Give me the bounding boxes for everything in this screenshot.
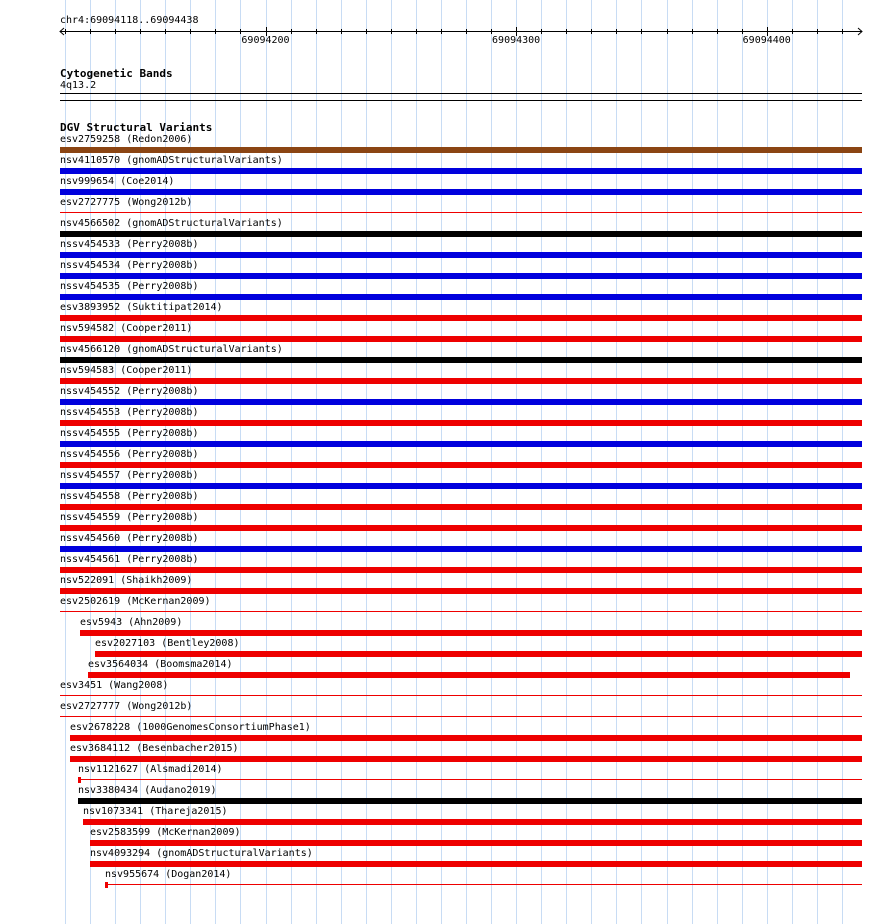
dgv-feature-bar[interactable] (60, 504, 862, 510)
dgv-feature-label[interactable]: nsv1073341 (Thareja2015) (83, 806, 228, 817)
dgv-feature-label[interactable]: nssv454553 (Perry2008b) (60, 407, 199, 418)
dgv-feature-bar[interactable] (105, 884, 862, 885)
dgv-feature-label[interactable]: nssv454557 (Perry2008b) (60, 470, 199, 481)
dgv-feature-label[interactable]: esv3893952 (Suktitipat2014) (60, 302, 223, 313)
dgv-feature-block[interactable] (105, 882, 108, 888)
dgv-feature-label[interactable]: esv3451 (Wang2008) (60, 680, 169, 691)
cytoband-top-line (60, 93, 862, 94)
dgv-feature-label[interactable]: nssv454556 (Perry2008b) (60, 449, 199, 460)
dgv-feature-bar[interactable] (60, 441, 862, 447)
dgv-feature-bar[interactable] (60, 399, 862, 405)
dgv-feature-bar[interactable] (60, 420, 862, 426)
dgv-feature-label[interactable]: nssv454552 (Perry2008b) (60, 386, 199, 397)
dgv-feature-label[interactable]: nsv4566120 (gnomADStructuralVariants) (60, 344, 283, 355)
dgv-feature-bar[interactable] (95, 651, 862, 657)
ruler-tick-label: 69094400 (742, 35, 791, 46)
dgv-feature-bar[interactable] (70, 735, 862, 741)
dgv-feature-bar[interactable] (60, 168, 862, 174)
dgv-feature-label[interactable]: nssv454535 (Perry2008b) (60, 281, 199, 292)
dgv-feature-bar[interactable] (60, 716, 862, 717)
dgv-feature-bar[interactable] (60, 315, 862, 321)
dgv-feature-bar[interactable] (60, 695, 862, 696)
dgv-feature-label[interactable]: nssv454561 (Perry2008b) (60, 554, 199, 565)
dgv-feature-label[interactable]: esv5943 (Ahn2009) (80, 617, 183, 628)
dgv-feature-label[interactable]: nsv3380434 (Audano2019) (78, 785, 217, 796)
dgv-feature-label[interactable]: nsv1121627 (Alsmadi2014) (78, 764, 223, 775)
cytoband-name: 4q13.2 (60, 80, 97, 91)
dgv-feature-bar[interactable] (60, 273, 862, 279)
dgv-feature-label[interactable]: esv2678228 (1000GenomesConsortiumPhase1) (70, 722, 311, 733)
dgv-feature-bar[interactable] (88, 672, 850, 678)
dgv-feature-bar[interactable] (60, 252, 862, 258)
dgv-feature-label[interactable]: nssv454560 (Perry2008b) (60, 533, 199, 544)
dgv-feature-label[interactable]: nssv454555 (Perry2008b) (60, 428, 199, 439)
dgv-feature-label[interactable]: esv3684112 (Besenbacher2015) (70, 743, 239, 754)
cytoband-track-title[interactable]: Cytogenetic Bands (60, 67, 173, 80)
dgv-feature-bar[interactable] (60, 567, 862, 573)
ruler-tick-label: 69094200 (241, 35, 290, 46)
dgv-feature-label[interactable]: esv2759258 (Redon2006) (60, 134, 193, 145)
ruler-tick-label: 69094300 (492, 35, 541, 46)
dgv-feature-label[interactable]: nssv454558 (Perry2008b) (60, 491, 199, 502)
dgv-feature-bar[interactable] (60, 231, 862, 237)
dgv-feature-bar[interactable] (60, 336, 862, 342)
dgv-feature-bar[interactable] (70, 756, 862, 762)
dgv-feature-bar[interactable] (60, 378, 862, 384)
dgv-feature-bar[interactable] (90, 861, 862, 867)
dgv-feature-bar[interactable] (60, 147, 862, 153)
dgv-feature-bar[interactable] (78, 779, 862, 780)
dgv-feature-bar[interactable] (60, 588, 862, 594)
dgv-feature-label[interactable]: nsv594582 (Cooper2011) (60, 323, 193, 334)
dgv-feature-block[interactable] (78, 777, 81, 783)
dgv-feature-label[interactable]: esv2727775 (Wong2012b) (60, 197, 193, 208)
dgv-feature-bar[interactable] (78, 798, 862, 804)
dgv-feature-label[interactable]: nsv999654 (Coe2014) (60, 176, 175, 187)
dgv-feature-label[interactable]: nsv4093294 (gnomADStructuralVariants) (90, 848, 313, 859)
dgv-feature-bar[interactable] (60, 212, 862, 213)
position-label: chr4:69094118..69094438 (60, 15, 199, 26)
dgv-feature-label[interactable]: nssv454559 (Perry2008b) (60, 512, 199, 523)
dgv-feature-bar[interactable] (60, 294, 862, 300)
dgv-feature-label[interactable]: esv2583599 (McKernan2009) (90, 827, 241, 838)
dgv-feature-bar[interactable] (60, 189, 862, 195)
dgv-feature-bar[interactable] (60, 462, 862, 468)
dgv-feature-label[interactable]: nsv594583 (Cooper2011) (60, 365, 193, 376)
dgv-feature-bar[interactable] (80, 630, 862, 636)
dgv-feature-bar[interactable] (60, 483, 862, 489)
dgv-feature-bar[interactable] (60, 357, 862, 363)
dgv-feature-label[interactable]: nsv4110570 (gnomADStructuralVariants) (60, 155, 283, 166)
dgv-feature-label[interactable]: nssv454533 (Perry2008b) (60, 239, 199, 250)
dgv-feature-label[interactable]: esv2027103 (Bentley2008) (95, 638, 240, 649)
dgv-feature-bar[interactable] (60, 546, 862, 552)
cytoband-bottom-line (60, 100, 862, 101)
dgv-feature-bar[interactable] (83, 819, 862, 825)
dgv-feature-label[interactable]: esv3564034 (Boomsma2014) (88, 659, 233, 670)
dgv-feature-label[interactable]: nssv454534 (Perry2008b) (60, 260, 199, 271)
dgv-feature-bar[interactable] (90, 840, 862, 846)
dgv-track-title[interactable]: DGV Structural Variants (60, 121, 213, 134)
dgv-feature-label[interactable]: esv2727777 (Wong2012b) (60, 701, 193, 712)
dgv-feature-label[interactable]: nsv522091 (Shaikh2009) (60, 575, 193, 586)
dgv-feature-label[interactable]: nsv955674 (Dogan2014) (105, 869, 232, 880)
dgv-feature-label[interactable]: nsv4566502 (gnomADStructuralVariants) (60, 218, 283, 229)
dgv-feature-bar[interactable] (60, 611, 862, 612)
dgv-feature-label[interactable]: esv2502619 (McKernan2009) (60, 596, 211, 607)
dgv-feature-bar[interactable] (60, 525, 862, 531)
